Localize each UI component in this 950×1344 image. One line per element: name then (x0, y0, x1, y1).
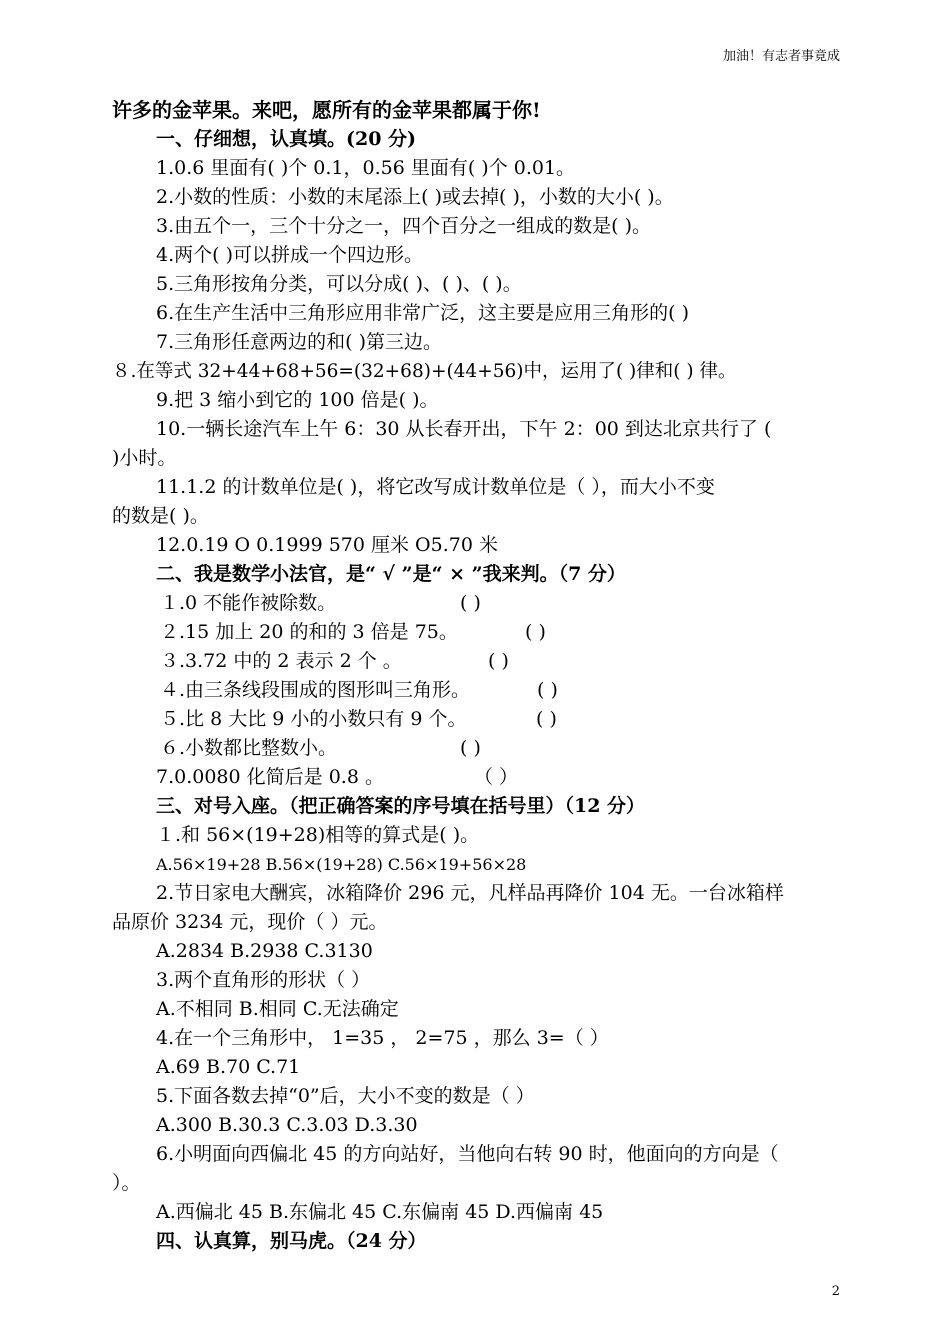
s1-question-10: 10.一辆长途汽车上午 6：30 从长春开出，下午 2：00 到达北京共行了 ( (156, 418, 772, 440)
s3-question-2-cont: 品原价 3234 元，现价（ ）元。 (112, 911, 388, 933)
s3-question-4: 4.在一个三角形中， 1=35 ， 2=75 ，那么 3=（ ） (156, 1027, 609, 1049)
intro-line: 许多的金苹果。来吧，愿所有的金苹果都属于你! (112, 98, 541, 122)
page-number: 2 (831, 1284, 840, 1299)
judge-item (112, 763, 842, 792)
s1-question-3: 3.由五个一，三个十分之一，四个百分之一组成的数是( )。 (156, 215, 651, 237)
s1-question-1: 1.0.6 里面有( )个 0.1，0.56 里面有( )个 0.01。 (156, 157, 576, 179)
s3-question-1-options: A.56×19+28 B.56×(19+28) C.56×19+56×28 (156, 855, 527, 874)
s3-question-4-options: A.69 B.70 C.71 (156, 1056, 301, 1078)
judge-statement: ２.15 加上 20 的和的 3 倍是 75。 (160, 621, 458, 643)
s1-question-9: 9.把 3 缩小到它的 100 倍是( )。 (156, 389, 439, 411)
judge-answer-blank: ( ) (525, 621, 546, 643)
s1-question-10-cont: )小时。 (112, 447, 177, 469)
s1-question-12: 12.0.19 O 0.1999 570 厘米 O5.70 米 (156, 534, 498, 556)
judge-item (112, 618, 842, 647)
judge-statement: ６.小数都比整数小。 (160, 737, 338, 759)
judge-item (112, 705, 842, 734)
s3-question-3-options: A.不相同 B.相同 C.无法确定 (156, 998, 399, 1020)
judge-statement: ５.比 8 大比 9 小的小数只有 9 个。 (160, 708, 467, 730)
judge-answer-blank: ( ) (488, 650, 509, 672)
s1-question-11: 11.1.2 的计数单位是( )，将它改写成计数单位是（ ），而大小不变 (156, 476, 715, 498)
s3-question-1: １.和 56×(19+28)相等的算式是( )。 (156, 824, 480, 846)
section2-title: 二、我是数学小法官，是“ √ ”是“ × ”我来判。（7 分） (156, 563, 626, 585)
s3-question-5-options: A.300 B.30.3 C.3.03 D.3.30 (156, 1114, 418, 1136)
page-header: 加油！有志者事竟成 (722, 49, 840, 64)
s3-question-3: 3.两个直角形的形状（ ） (156, 969, 371, 991)
section4-title: 四、认真算，别马虎。（24 分） (156, 1230, 427, 1252)
s1-question-5: 5.三角形按角分类，可以分成( )、( )、( )。 (156, 273, 522, 295)
s1-question-6: 6.在生产生活中三角形应用非常广泛，这主要是应用三角形的( ) (156, 302, 689, 324)
s3-question-2: 2.节日家电大酬宾，冰箱降价 296 元，凡样品再降价 104 无。一台冰箱样 (156, 882, 784, 904)
s1-question-11-cont: 的数是( )。 (112, 505, 209, 527)
judge-item (112, 647, 842, 676)
judge-statement: １.0 不能作被除数。 (160, 592, 337, 614)
s3-question-2-options: A.2834 B.2938 C.3130 (156, 940, 373, 962)
judge-answer-blank: （ ） (474, 766, 519, 788)
s1-question-4: 4.两个( )可以拼成一个四边形。 (156, 244, 423, 266)
s1-question-7: 7.三角形任意两边的和( )第三边。 (156, 331, 442, 353)
judge-item (112, 589, 842, 618)
section1-title: 一、仔细想，认真填。(20 分) (156, 128, 417, 150)
judge-answer-blank: ( ) (536, 708, 557, 730)
judge-statement: 7.0.0080 化简后是 0.8 。 (156, 766, 384, 788)
s3-question-6-options: A.西偏北 45 B.东偏北 45 C.东偏南 45 D.西偏南 45 (156, 1201, 604, 1223)
judge-answer-blank: ( ) (460, 737, 481, 759)
section3-title: 三、对号入座。（把正确答案的序号填在括号里）（12 分） (156, 795, 646, 817)
judge-statement: ３.3.72 中的 2 表示 2 个 。 (160, 650, 402, 672)
s1-question-8: ８.在等式 32+44+68+56=(32+68)+(44+56)中，运用了( )律和( ) 律。 (112, 361, 737, 382)
s1-question-2: 2.小数的性质：小数的末尾添上( )或去掉( )，小数的大小( )。 (156, 186, 674, 208)
s3-question-5: 5.下面各数去掉“0”后，大小不变的数是（ ） (156, 1085, 535, 1107)
s3-question-6: 6.小明面向西偏北 45 的方向站好，当他向右转 90 时，他面向的方向是（ (156, 1143, 779, 1165)
judge-answer-blank: ( ) (537, 679, 558, 701)
judge-item (112, 734, 842, 763)
s3-question-6-cont: ）。 (112, 1172, 141, 1194)
document-body (112, 96, 842, 1256)
judge-item (112, 676, 842, 705)
judge-statement: ４.由三条线段围成的图形叫三角形。 (160, 679, 471, 701)
judge-answer-blank: ( ) (460, 592, 481, 614)
